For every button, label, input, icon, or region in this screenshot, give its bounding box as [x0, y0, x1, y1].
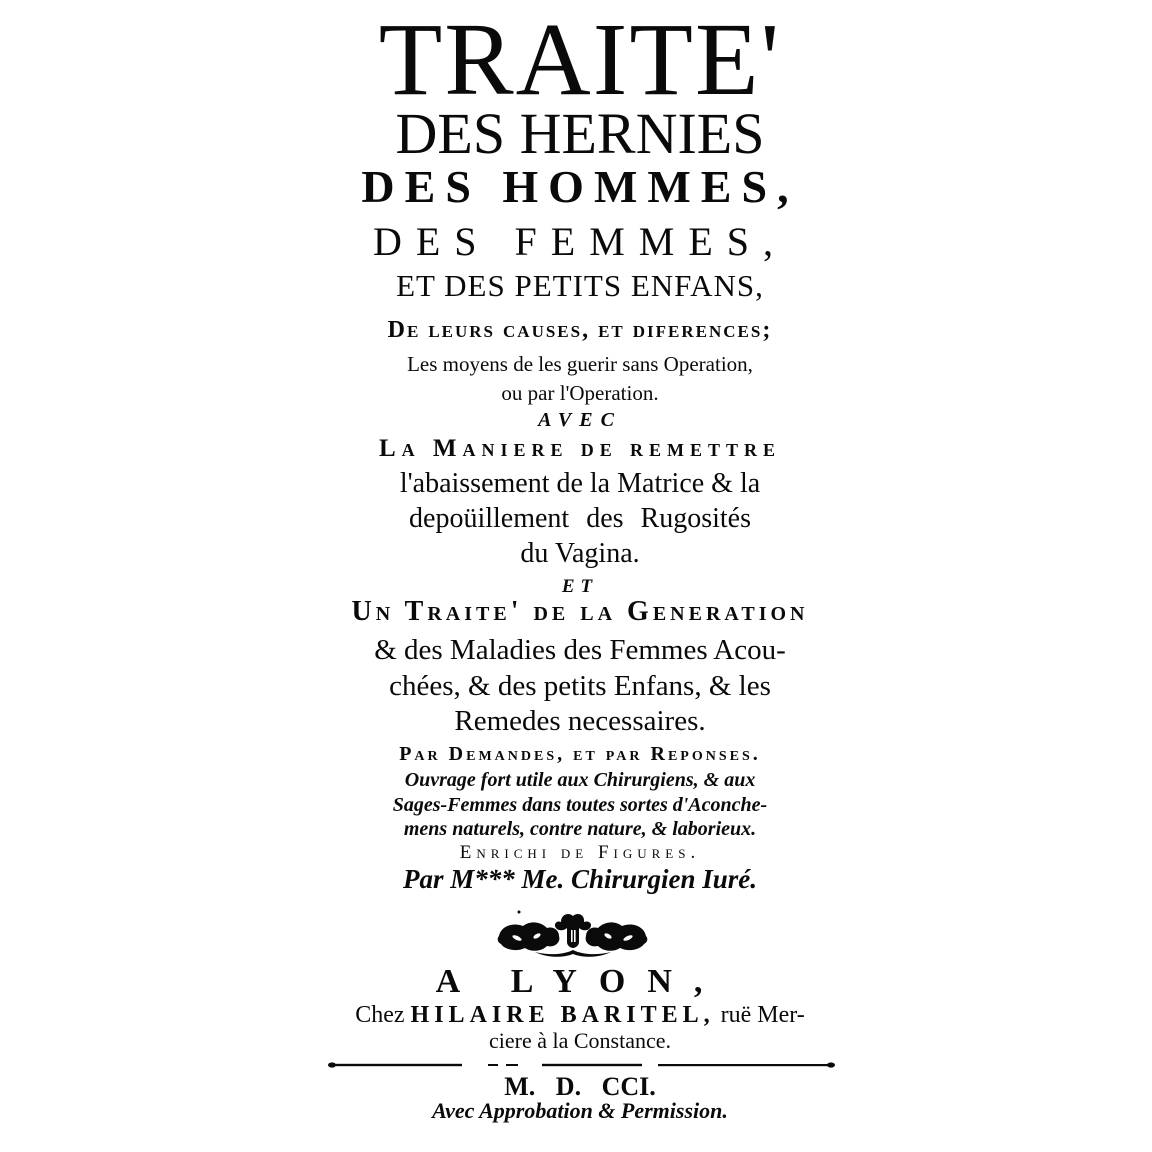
subtitle-enfans: ET DES PETITS ENFANS, — [396, 268, 764, 303]
utility-line-3: mens naturels, contre nature, & laborieux. — [403, 818, 757, 840]
imprint-address-line: ciere à la Constance. — [488, 1028, 671, 1053]
avec-label: AVEC — [538, 409, 622, 431]
utility-line-1: Ouvrage fort utile aux Chirurgiens, & aux — [404, 769, 756, 791]
publisher-prefix: Chez — [355, 1002, 405, 1028]
main-title: TRAITE' — [378, 2, 782, 117]
maniere-line-3: du Vagina. — [520, 538, 640, 569]
subtitle-hernies: DES HERNIES — [395, 101, 765, 166]
description-causes: De leurs causes, et diferences; — [387, 317, 773, 343]
et-label: ET — [561, 576, 599, 597]
description-operation: ou par l'Operation. — [501, 381, 659, 405]
imprint-publisher-line — [300, 1003, 860, 1027]
second-treatise-line-2: chées, & des petits Enfans, & les — [389, 670, 771, 702]
maniere-line-1: l'abaissement de la Matrice & la — [399, 468, 761, 499]
method-line: Par Demandes, et par Reponses. — [399, 743, 761, 765]
subtitle-hommes: DES HOMMES, — [361, 161, 799, 212]
utility-line-2: Sages-Femmes dans toutes sortes d'Aconche- — [392, 794, 768, 816]
description-moyens: Les moyens de les guerir sans Operation, — [407, 352, 753, 376]
publication-year: M. D. CCI. — [504, 1072, 656, 1101]
approbation-line: Avec Approbation & Permission. — [432, 1098, 728, 1123]
author-line: Par M*** Me. Chirurgien Iuré. — [402, 864, 758, 894]
enriched-line: Enrichi de Figures. — [459, 842, 701, 863]
imprint-place: A LYON, — [435, 963, 725, 1000]
second-treatise-line-1: & des Maladies des Femmes Acou- — [374, 634, 786, 666]
maniere-heading: La Maniere de remettre — [378, 435, 782, 462]
subtitle-femmes: DES FEMMES, — [372, 219, 788, 264]
maniere-line-2: depoüillement des Rugosités — [409, 503, 751, 534]
fleuron-ornament-icon — [495, 908, 650, 958]
publisher-name: HILAIRE BARITEL, — [410, 1002, 715, 1028]
publisher-address-1: ruë Mer- — [720, 1002, 805, 1028]
horizontal-rule-divider — [328, 1062, 836, 1068]
second-treatise-line-3: Remedes necessaires. — [454, 705, 706, 737]
second-treatise-heading: Un Traite' de la Generation — [351, 596, 809, 627]
